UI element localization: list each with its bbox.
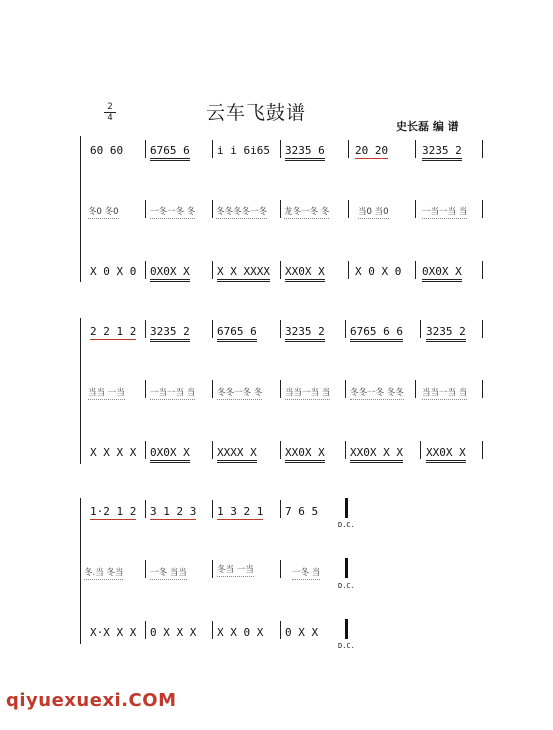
system-barline: [80, 136, 81, 282]
drum-measure: X·X X X: [90, 626, 137, 639]
barline: [145, 261, 146, 279]
barline: [145, 560, 146, 578]
melody-measure: 3235 6: [285, 144, 325, 161]
drum-measure: 0X0X X: [150, 265, 190, 282]
melody-measure: 3235 2: [426, 325, 466, 342]
barline: [280, 621, 281, 639]
barline: [415, 261, 416, 279]
gong-measure: 冬冬冬冬一冬: [216, 207, 268, 217]
drum-measure: XXXX X: [217, 446, 257, 463]
barline: [212, 261, 213, 279]
time-signature: [104, 102, 116, 123]
gong-measure: 一当一当 当: [422, 207, 468, 217]
barline: [482, 380, 483, 398]
drum-measure: X X XXXX: [217, 265, 270, 282]
barline: [280, 200, 281, 218]
drum-measure: X 0 X 0: [90, 265, 137, 278]
arranger-credit: 史长磊 编 谱: [396, 120, 459, 133]
da-capo-mark: D.C.: [338, 642, 355, 650]
melody-measure: 1·2 1 2: [90, 505, 137, 518]
da-capo-mark: D.C.: [338, 521, 355, 529]
melody-measure: 60 60: [90, 144, 124, 157]
barline: [482, 441, 483, 459]
barline: [482, 200, 483, 218]
barline: [212, 140, 213, 158]
system-barline: [80, 498, 81, 644]
time-signature-denominator: 4: [107, 113, 113, 123]
barline: [345, 380, 346, 398]
gong-measure: 冬.当 冬当: [84, 568, 124, 578]
barline: [145, 500, 146, 518]
drum-measure: 0X0X X: [422, 265, 462, 282]
barline: [345, 320, 346, 338]
barline: [145, 621, 146, 639]
melody-measure: 1 3 2 1: [217, 505, 264, 518]
gong-measure: 当当一当 当: [285, 388, 331, 398]
barline: [212, 320, 213, 338]
gong-measure: 当当一当 当: [422, 388, 468, 398]
barline: [145, 320, 146, 338]
melody-measure: 6765 6: [217, 325, 257, 342]
barline: [482, 140, 483, 158]
barline: [348, 261, 349, 279]
barline: [345, 441, 346, 459]
melody-measure: 2 2 1 2: [90, 325, 137, 338]
barline: [212, 500, 213, 518]
da-capo-mark: D.C.: [338, 582, 355, 590]
drum-measure: 0 X X: [285, 626, 319, 639]
gong-measure: 一冬一冬 冬: [150, 207, 196, 217]
barline: [212, 380, 213, 398]
gong-measure: 冬0 冬0: [88, 207, 119, 217]
barline: [415, 380, 416, 398]
barline: [280, 140, 281, 158]
final-barline: [345, 498, 348, 518]
drum-measure: X 0 X 0: [355, 265, 402, 278]
drum-measure: 0X0X X: [150, 446, 190, 463]
time-signature-numerator: 2: [104, 102, 116, 113]
drum-measure: XX0X X: [426, 446, 466, 463]
barline: [482, 261, 483, 279]
barline: [280, 560, 281, 578]
barline: [280, 320, 281, 338]
barline: [280, 380, 281, 398]
melody-measure: i i 6i65: [217, 144, 270, 157]
melody-measure: 3235 2: [150, 325, 190, 342]
gong-measure: 当当 一当: [88, 388, 125, 398]
barline: [280, 500, 281, 518]
gong-measure: 当0 当0: [358, 207, 389, 217]
melody-measure: 3235 2: [422, 144, 462, 161]
barline: [348, 200, 349, 218]
barline: [420, 441, 421, 459]
barline: [348, 140, 349, 158]
melody-measure: 3 1 2 3: [150, 505, 197, 518]
barline: [280, 441, 281, 459]
gong-measure: 冬冬一冬 冬冬: [350, 388, 404, 398]
drum-measure: XX0X X: [285, 265, 325, 282]
gong-measure: 龙冬一冬 冬: [284, 207, 330, 217]
drum-measure: XX0X X: [285, 446, 325, 463]
gong-measure: 一冬 当当: [150, 568, 187, 578]
final-barline: [345, 619, 348, 639]
system-barline: [80, 318, 81, 464]
melody-measure: 6765 6 6: [350, 325, 403, 342]
drum-measure: X X 0 X: [217, 626, 264, 639]
melody-measure: 6765 6: [150, 144, 190, 161]
barline: [212, 621, 213, 639]
site-watermark: qiyuexuexi.COM: [6, 690, 177, 711]
gong-measure: 一当一当 当: [150, 388, 196, 398]
drum-measure: X X X X: [90, 446, 137, 459]
barline: [415, 200, 416, 218]
barline: [415, 140, 416, 158]
barline: [212, 441, 213, 459]
barline: [420, 320, 421, 338]
barline: [212, 200, 213, 218]
final-barline: [345, 558, 348, 578]
barline: [145, 200, 146, 218]
barline: [145, 441, 146, 459]
barline: [145, 140, 146, 158]
drum-measure: 0 X X X: [150, 626, 197, 639]
barline: [145, 380, 146, 398]
melody-measure: 7 6 5: [285, 505, 319, 518]
barline: [212, 560, 213, 578]
gong-measure: 冬冬一冬 冬: [217, 388, 263, 398]
score-title: 云车飞鼓谱: [206, 102, 307, 124]
melody-measure: 3235 2: [285, 325, 325, 342]
melody-measure: 20 20: [355, 144, 389, 157]
drum-measure: XX0X X X: [350, 446, 403, 463]
gong-measure: 一冬 当: [292, 568, 321, 578]
barline: [482, 320, 483, 338]
barline: [280, 261, 281, 279]
gong-measure: 冬当 一当: [217, 565, 254, 575]
